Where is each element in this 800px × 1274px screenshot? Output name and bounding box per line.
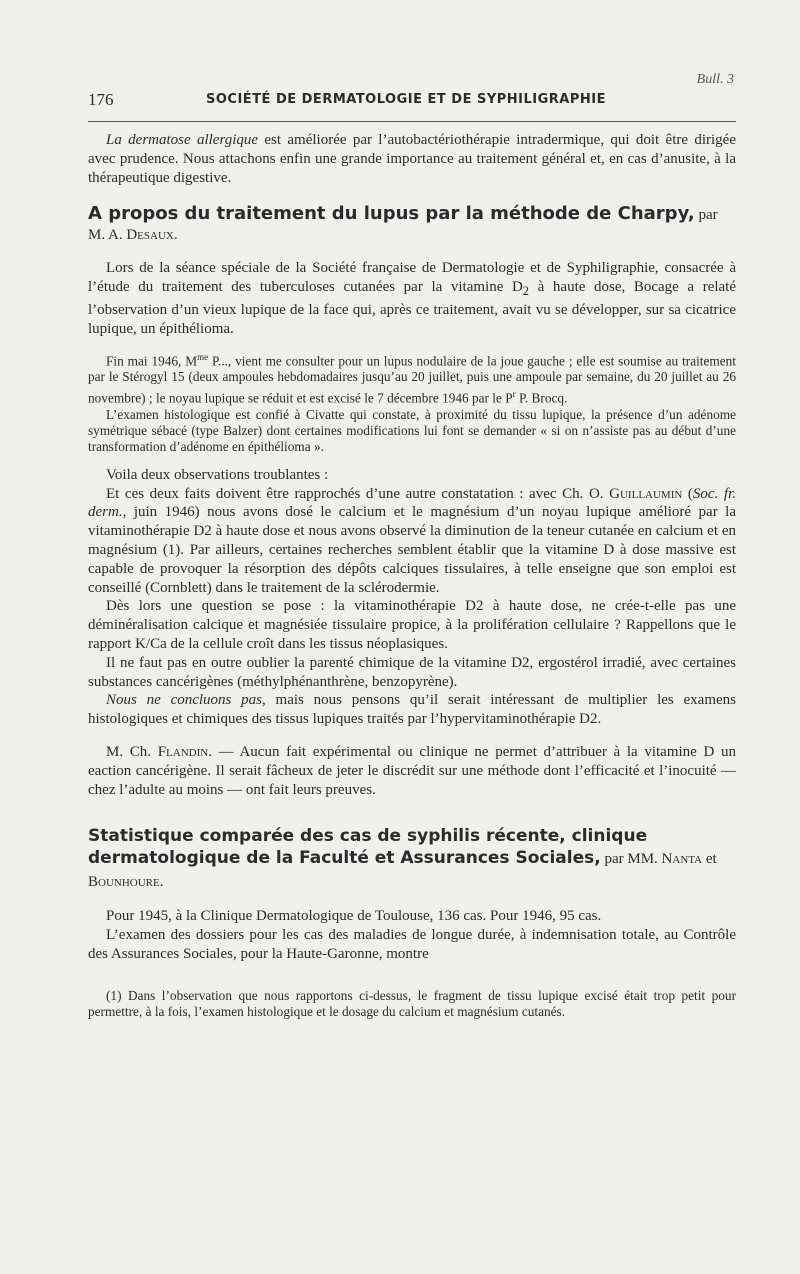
paragraph-2: Voila deux observations troublantes :: [106, 466, 329, 483]
discussion-paragraph: [88, 743, 736, 799]
bulletin-mark: Bull. 3: [696, 72, 734, 87]
p1-part-b: à haute dose, Bocage a relaté l’observation d’un vieux lupique de la face qui, après ce traitement, avait vu se développer, sur sa cicatrice lupique, un épithélioma.: [88, 279, 736, 337]
paragraph-3: [88, 485, 736, 598]
journal-title: SOCIÉTÉ DE DERMATOLOGIE ET DE SYPHILIGRAPHIE: [206, 92, 606, 107]
header-rule: [88, 121, 736, 122]
article2-body: [88, 907, 736, 963]
article-statistique: [88, 825, 736, 963]
obs1-part-b: P..., vient me consulter pour un lupus nodulaire de la joue gauche ; elle est soumise au traitement par le Stérogyl 15 (deux ampoules hebdomadaires jusqu’au 20 juillet, puis une ampoule par semaine, du 20 juillet au 26 novembre) ; le noyau lupique se réduit et est excisé le 7 décembre 1946 par le P: [88, 353, 736, 406]
footnote: [88, 988, 736, 1021]
intro-text: est améliorée par l’autobactériothérapie intradermique, qui doit être dirigée avec prudence. Nous attachons enfin une grande importance au traitement général et, en cas d’anusite, à la thérapeutique digestive.: [88, 132, 736, 186]
article-body: [88, 259, 736, 338]
p1-part-a: Lors de la séance spéciale de la Société française de Dermatologie et de Syphiligraphie, consacrée à l’étude du traitement des tuberculoses cutanées par la vitamine D: [88, 260, 736, 296]
p3-part-b: (: [682, 485, 693, 502]
p3-reference: Soc. fr. derm.: [88, 485, 737, 521]
paragraph-4: Dès lors une question se pose : la vitaminothérapie D2 à haute dose, ne crée-t-elle pas une déminéralisation calcique et magnésiée tissulaire propice, à la prolifération cellulaire ? Rappellons que le rapport K/Ca de la cellule croît dans les tissus néoplasiques.: [88, 598, 736, 653]
article2-title-text: Statistique comparée des cas de syphilis récente, clinique dermatologique de la Faculté et Assurances Sociales,: [88, 826, 648, 869]
observation-2: L’examen histologique est confié à Civatte qui constate, à proximité du tissu lupique, la présence d’un adénome symétrique sébacé (type Balzer) dont certaines modifications lui font se demander « si on n’assiste pas au début d’une transformation d’adénome en épithélioma ».: [88, 406, 736, 455]
article-body-2: [88, 466, 736, 800]
article-title-par: par: [694, 207, 718, 224]
article2-author-1: Nanta: [661, 851, 703, 868]
p3-author-name: Guillaumin: [609, 485, 683, 502]
p3-part-c: , juin 1946) nous avons dosé le calcium et le magnésium d’un noyau lupique amélioré par la vitaminothérapie D2 à haute dose et nous avons observé la diminution de la teneur cutanée en calcium et en magnésium (1). Par ailleurs, certaines recherches semblent établir que la vitamine D à dose massive est capable de provoquer la résorption des dépôts calciques tissulaires, à telle enseigne que son emploi est conseillé (Cornblett) dans le traitement de la sclérodermie.: [88, 504, 736, 596]
paragraph-5: Il ne faut pas en outre oublier la parenté chimique de la vitamine D2, ergostérol irradié, avec certaines substances cancérigènes (méthylphénanthrène, benzopyrène).: [88, 654, 736, 690]
footnote-text: (1) Dans l’observation que nous rapportons ci-dessus, le fragment de tissu lupique excisé était trop petit pour permettre, à la fois, l’examen histologique et le dosage du calcium et magnésium cutanés.: [88, 987, 736, 1020]
article2-title: [88, 825, 736, 893]
obs1-part-c: P. Brocq.: [515, 390, 568, 406]
page-number: 176: [88, 90, 114, 109]
article2-paragraph-1: Pour 1945, à la Clinique Dermatologique de Toulouse, 136 cas. Pour 1946, 95 cas.: [106, 908, 602, 925]
article2-paragraph-2: L’examen des dossiers pour les cas des maladies de longue durée, à indemnisation totale, au Contrôle des Assurances Sociales, pour la Haute-Garonne, montre: [88, 927, 736, 962]
p3-part-a: Et ces deux faits doivent être rapprochés d’une autre constatation : avec Ch. O.: [106, 485, 610, 502]
obs1-superscript: me: [197, 351, 209, 362]
discussion-author: Flandin.: [157, 744, 212, 761]
article2-author-2: Bounhoure.: [88, 874, 164, 891]
discussion-text: — Aucun fait expérimental ou clinique ne permet d’attribuer à la vitamine D un eaction cancérigène. Il serait fâcheux de jeter le discrédit sur une méthode dont l’efficacité et l’inocuité — chez l’adulte au moins — ont fait leurs preuves.: [88, 744, 737, 798]
article-title-text: A propos du traitement du lupus par la méthode de Charpy,: [88, 203, 695, 225]
intro-block: [88, 131, 736, 187]
intro-italic-lead: La dermatose allergique: [106, 132, 259, 148]
main-text: [88, 130, 736, 1021]
article-author: [88, 226, 736, 245]
author-prefix: M. A.: [88, 227, 127, 244]
observation-block: [88, 349, 736, 456]
intro-paragraph: [88, 131, 736, 187]
paragraph-1: [88, 259, 736, 338]
article2-par: par MM.: [600, 851, 662, 868]
p6-part-b: , mais nous pensons qu’il serait intéressant de multiplier les examens histologiques et chimiques des tissus lupiques traités par l’hypervitaminothérapie D2.: [88, 692, 736, 728]
obs1-part-a: Fin mai 1946, M: [106, 353, 198, 368]
paragraph-6: [88, 691, 736, 729]
author-name: Desaux.: [126, 227, 178, 244]
running-header: [88, 90, 738, 114]
article-charpy: [88, 203, 736, 799]
article2-et: et: [702, 851, 717, 868]
discussion-prefix: M. Ch.: [106, 744, 158, 761]
article-title: [88, 203, 736, 226]
p1-subscript: 2: [522, 284, 530, 299]
obs1-superscript-2: r: [512, 388, 516, 399]
p6-italic: Nous ne concluons pas: [106, 692, 263, 709]
observation-1: [88, 349, 736, 407]
